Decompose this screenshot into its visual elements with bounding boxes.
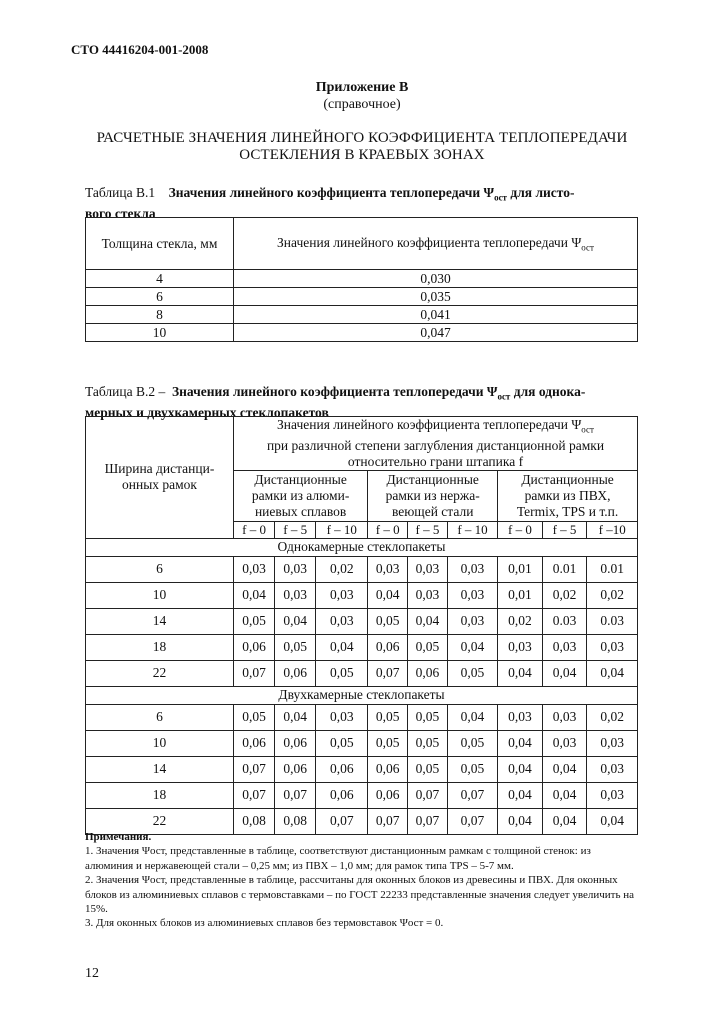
table-cell: 0,05 — [408, 704, 448, 730]
table-row — [86, 660, 638, 686]
table1-caption-prefix: Таблица В.1 — [85, 185, 156, 200]
table-cell: 0,03 — [587, 730, 638, 756]
table-cell: 0,03 — [542, 730, 587, 756]
table-cell: 0,05 — [368, 704, 408, 730]
f-header: f –10 — [587, 521, 638, 538]
table-cell: 0,03 — [542, 634, 587, 660]
table-cell: 0,07 — [234, 660, 275, 686]
row-width: 14 — [86, 756, 234, 782]
row-width: 14 — [86, 608, 234, 634]
table-cell: 0,05 — [234, 704, 275, 730]
table-cell: 0,04 — [587, 808, 638, 834]
table-cell: 0,06 — [368, 756, 408, 782]
table-cell: 0,06 — [234, 634, 275, 660]
table-cell: 0,04 — [498, 660, 543, 686]
table-cell: 0,01 — [498, 556, 543, 582]
row-width: 18 — [86, 634, 234, 660]
table-cell: 0,03 — [408, 556, 448, 582]
table-row — [86, 730, 638, 756]
section2-body — [86, 704, 638, 834]
note-1: 1. Значения Ψост, представленные в таблице, соответствуют дистанционным рамкам с толщиной стенок: из алюминия и нержавеющей стали – 0,25 мм; из ПВХ – 1,0 мм; для рамок типа TPS – 5-7 мм. — [85, 845, 591, 872]
table-cell: 0,03 — [587, 634, 638, 660]
f-header: f – 0 — [234, 521, 275, 538]
table1-caption-text: Значения линейного коэффициента теплопередачи Ψ — [168, 185, 495, 200]
table-cell: 0,05 — [408, 730, 448, 756]
table-cell: 0,03 — [316, 582, 368, 608]
table-cell: 0,04 — [542, 756, 587, 782]
table-cell: 0,03 — [275, 556, 316, 582]
table-cell: 0,06 — [408, 660, 448, 686]
table-cell: 0,06 — [316, 756, 368, 782]
table-cell: 0,05 — [316, 660, 368, 686]
group-aluminium: Дистанционные рамки из алюми- ниевых сплавов — [234, 470, 368, 521]
appendix-title: Приложение В — [315, 80, 409, 95]
table-cell: 0,07 — [368, 660, 408, 686]
table-cell: 0,04 — [447, 704, 497, 730]
table-cell: 0,05 — [316, 730, 368, 756]
table-cell: 0,05 — [447, 756, 497, 782]
table-cell: 0,05 — [447, 660, 497, 686]
table-cell: 0,04 — [498, 782, 543, 808]
table-cell: 0,07 — [234, 782, 275, 808]
f-header: f – 10 — [447, 521, 497, 538]
table-cell: 0,02 — [542, 582, 587, 608]
table-row: 10 0,047 — [86, 324, 638, 342]
group-stainless: Дистанционные рамки из нержа- веющей стали — [368, 470, 498, 521]
page-title-line1: РАСЧЕТНЫЕ ЗНАЧЕНИЯ ЛИНЕЙНОГО КОЭФФИЦИЕНТА ТЕПЛОПЕРЕДАЧИ — [96, 130, 628, 146]
row-width: 6 — [86, 704, 234, 730]
table-row — [86, 782, 638, 808]
table-cell: 0,04 — [316, 634, 368, 660]
table-cell: 0,07 — [234, 756, 275, 782]
section-double-chamber: Двухкамерные стеклопакеты — [86, 686, 638, 704]
table-cell: 0,04 — [275, 704, 316, 730]
table-cell: 0,03 — [587, 782, 638, 808]
table-row: 4 0,030 — [86, 270, 638, 288]
table2 — [85, 416, 638, 835]
table-cell: 0,03 — [447, 608, 497, 634]
table-cell: 0,04 — [408, 608, 448, 634]
table-cell: 0.01 — [587, 556, 638, 582]
table-cell: 0,05 — [408, 756, 448, 782]
table-row — [86, 704, 638, 730]
table-cell: 0,03 — [447, 582, 497, 608]
f-header: f – 0 — [498, 521, 543, 538]
table-row — [86, 582, 638, 608]
table-cell: 0,04 — [542, 782, 587, 808]
table-cell: 0,05 — [234, 608, 275, 634]
f-header: f – 5 — [408, 521, 448, 538]
table-cell: 0,02 — [316, 556, 368, 582]
table-cell: 0,03 — [542, 704, 587, 730]
row-width: 10 — [86, 582, 234, 608]
table-cell: 0,07 — [408, 782, 448, 808]
table-cell: 0,03 — [587, 756, 638, 782]
table-cell: 0,03 — [234, 556, 275, 582]
table-cell: 0,03 — [316, 704, 368, 730]
table-cell: 0,04 — [234, 582, 275, 608]
group-pvc: Дистанционные рамки из ПВХ, Termix, TPS и т.п. — [498, 470, 638, 521]
f-header: f – 0 — [368, 521, 408, 538]
section-single-chamber: Однокамерные стеклопакеты — [86, 538, 638, 556]
note-2: 2. Значения Ψост, представленные в таблице, рассчитаны для оконных блоков из древесины и ПВХ. Для оконных блоков из алюминиевых сплавов с термовставками – по ГОСТ 22233 представленные значения следует увеличить на 15%. — [85, 874, 634, 916]
table-cell: 0,08 — [234, 808, 275, 834]
table-cell: 0,05 — [275, 634, 316, 660]
row-width: 22 — [86, 660, 234, 686]
table-cell: 0,07 — [368, 808, 408, 834]
table-cell: 0,06 — [316, 782, 368, 808]
table2-caption-text: Значения линейного коэффициента теплопередачи Ψ — [172, 384, 498, 399]
page-title-line2: ОСТЕКЛЕНИЯ В КРАЕВЫХ ЗОНАХ — [239, 147, 485, 163]
table-cell: 0.01 — [542, 556, 587, 582]
table-cell: 0,06 — [368, 782, 408, 808]
table-cell: 0,05 — [447, 730, 497, 756]
table2-caption-tail2: мерных и двухкамерных стеклопакетов — [85, 404, 329, 420]
row-width: 22 — [86, 808, 234, 834]
table-cell: 0,05 — [368, 608, 408, 634]
table-cell: 0,03 — [275, 582, 316, 608]
table-cell: 0,05 — [368, 730, 408, 756]
table-cell: 0,07 — [447, 782, 497, 808]
table-cell: 0,04 — [447, 634, 497, 660]
table-cell: 0,08 — [275, 808, 316, 834]
table-cell: 0,03 — [498, 704, 543, 730]
table2-caption-prefix: Таблица В.2 – — [85, 384, 166, 399]
table2-top-header: Значения линейного коэффициента теплопередачи $\Psi_{ост}$ при различной степени заглубления дистанционной рамки относительно грани штапика f — [234, 417, 638, 471]
f-header: f – 5 — [275, 521, 316, 538]
section1-body — [86, 556, 638, 686]
table-cell: 0,04 — [275, 608, 316, 634]
table-cell: 0,03 — [316, 608, 368, 634]
table-cell: 0,04 — [498, 808, 543, 834]
appendix-subtitle: (справочное) — [323, 97, 401, 112]
table-cell: 0,07 — [275, 782, 316, 808]
note-3: 3. Для оконных блоков из алюминиевых сплавов без термовставок Ψост = 0. — [85, 917, 444, 930]
table-cell: 0,06 — [275, 730, 316, 756]
table-cell: 0.03 — [542, 608, 587, 634]
table-cell: 0,03 — [368, 556, 408, 582]
page-title — [0, 130, 724, 164]
table-row: 8 0,041 — [86, 306, 638, 324]
table-row — [86, 634, 638, 660]
table-cell: 0,04 — [498, 756, 543, 782]
table-cell: 0,07 — [408, 808, 448, 834]
table-row — [86, 608, 638, 634]
table2-width-header: Ширина дистанци- онных рамок — [86, 417, 234, 539]
table-cell: 0,06 — [275, 660, 316, 686]
table-row — [86, 756, 638, 782]
table1-caption-tail: для листо- — [506, 185, 575, 200]
table-cell: 0,06 — [368, 634, 408, 660]
table-cell: 0.03 — [587, 608, 638, 634]
psi-subscript: ост — [494, 192, 507, 203]
table-cell: 0,02 — [587, 704, 638, 730]
table-cell: 0,03 — [498, 634, 543, 660]
table-cell: 0,01 — [498, 582, 543, 608]
table-cell: 0,04 — [368, 582, 408, 608]
table-cell: 0,02 — [587, 582, 638, 608]
table-row — [86, 556, 638, 582]
table-cell: 0,04 — [587, 660, 638, 686]
document-code: СТО 44416204-001-2008 — [71, 42, 209, 57]
row-width: 10 — [86, 730, 234, 756]
table-cell: 0,03 — [408, 582, 448, 608]
table-cell: 0,06 — [234, 730, 275, 756]
table1-caption-tail2: вого стекла — [85, 205, 156, 221]
table1-col-thickness: Толщина стекла, мм — [86, 218, 234, 270]
table-cell: 0,04 — [542, 808, 587, 834]
psi-subscript: ост — [497, 391, 511, 402]
row-width: 18 — [86, 782, 234, 808]
row-width: 6 — [86, 556, 234, 582]
f-header: f – 5 — [542, 521, 587, 538]
table-cell: 0,04 — [498, 730, 543, 756]
table-cell: 0,07 — [447, 808, 497, 834]
table-row: 6 0,035 — [86, 288, 638, 306]
table-cell: 0,07 — [316, 808, 368, 834]
table-cell: 0,04 — [542, 660, 587, 686]
f-header: f – 10 — [316, 521, 368, 538]
notes-title: Примечания. — [85, 831, 152, 843]
page-number: 12 — [85, 966, 99, 981]
table-cell: 0,02 — [498, 608, 543, 634]
table-cell: 0,05 — [408, 634, 448, 660]
table2-caption-tail: для однока- — [510, 384, 586, 399]
table-cell: 0,03 — [447, 556, 497, 582]
table1 — [85, 217, 638, 342]
table1-col-values: Значения линейного коэффициента теплопередачи $\Psi_{ост}$ — [234, 218, 638, 270]
table-cell: 0,06 — [275, 756, 316, 782]
notes — [85, 830, 641, 931]
